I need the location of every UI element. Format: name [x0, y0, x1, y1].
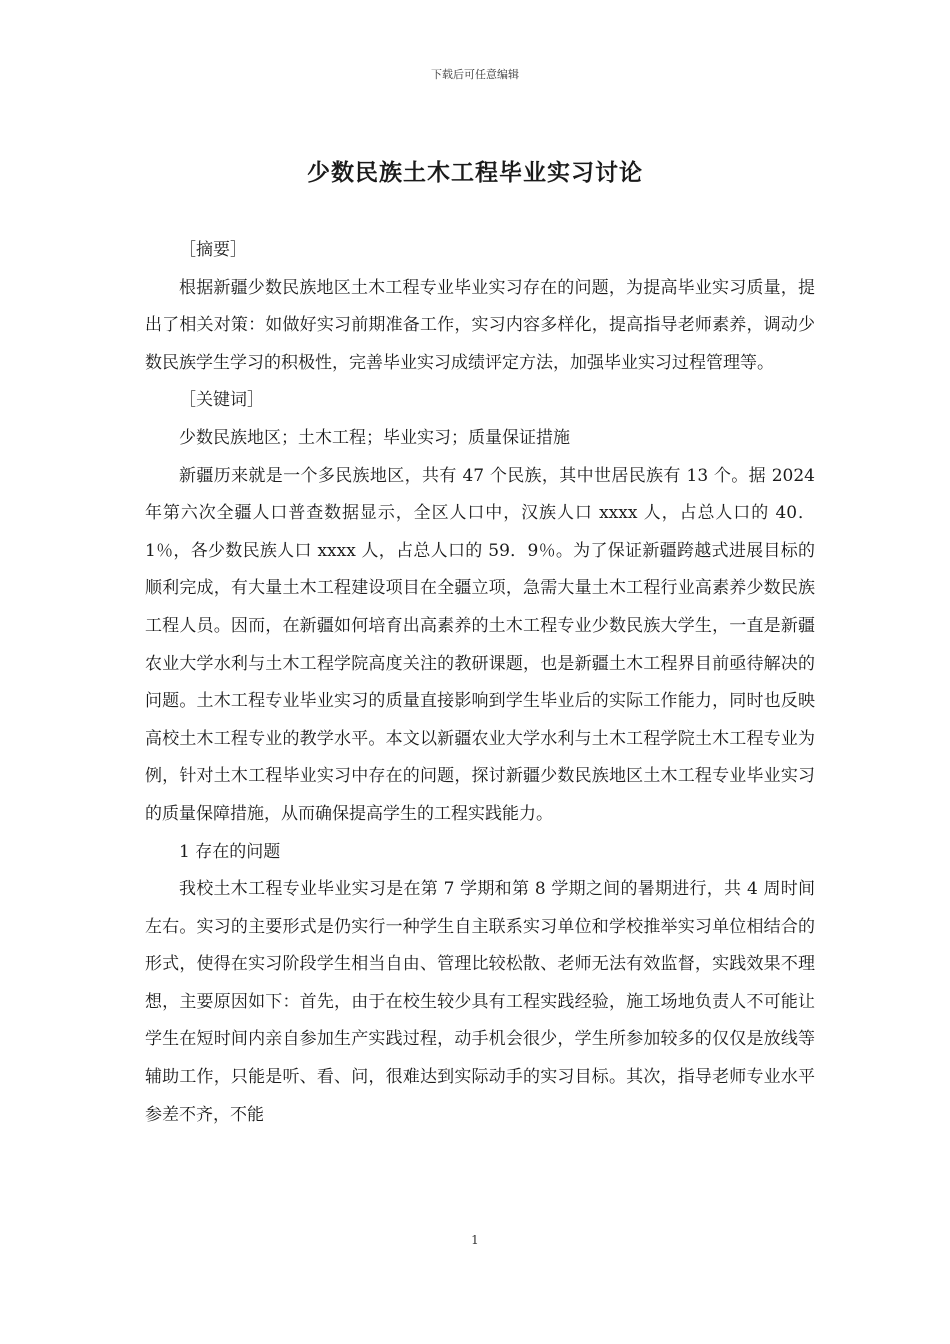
header-note: 下载后可任意编辑: [431, 68, 519, 81]
page-number: 1: [471, 1233, 479, 1247]
section-heading: 1 存在的问题: [179, 841, 281, 862]
abstract-heading: ［摘要］: [179, 240, 247, 260]
document-title: 少数民族土木工程毕业实习讨论: [307, 160, 643, 186]
intro-paragraph: 新疆历来就是一个多民族地区，共有 47 个民族，其中世居民族有 13 个。据 2024 年第六次全疆人口普查数据显示，全区人口中，汉族人口 xxxx 人，占总人口的 40．1％，各少数民族人口 xxxx 人，占总人口的 59．9％。为了保证新疆跨越式进展目标的顺利完成，有大量土木工程建设项目在全疆立项，急需大量土木工程行业高素养少数民族工程人员。因而，在新疆如何培育出高素养的土木工程专业少数民族大学生，一直是新疆农业大学水利与土木工程学院高度关注的教研课题，也是新疆土木工程界目前亟待解决的问题。土木工程专业毕业实习的质量直接影响到学生毕业后的实际工作能力，同时也反映高校土木工程专业的教学水平。本文以新疆农业大学水利与土木工程学院土木工程专业为例，针对土木工程毕业实习中存在的问题，探讨新疆少数民族地区土木工程专业毕业实习的质量保障措施，从而确保提高学生的工程实践能力。: [145, 465, 815, 824]
keywords-paragraph: 少数民族地区；土木工程；毕业实习；质量保证措施: [179, 427, 570, 448]
abstract-paragraph: 根据新疆少数民族地区土木工程专业毕业实习存在的问题，为提高毕业实习质量，提出了相关对策：如做好实习前期准备工作，实习内容多样化，提高指导老师素养，调动少数民族学生学习的积极性，完善毕业实习成绩评定方法，加强毕业实习过程管理等。: [145, 277, 815, 373]
document-body: [145, 232, 815, 1134]
section-paragraph: 我校土木工程专业毕业实习是在第 7 学期和第 8 学期之间的暑期进行，共 4 周时间左右。实习的主要形式是仍实行一种学生自主联系实习单位和学校推举实习单位相结合的形式，使得在实习阶段学生相当自由、管理比较松散、老师无法有效监督，实践效果不理想，主要原因如下：首先，由于在校生较少具有工程实践经验，施工场地负责人不可能让学生在短时间内亲自参加生产实践过程，动手机会很少，学生所参加较多的仅仅是放线等辅助工作，只能是听、看、问，很难达到实际动手的实习目标。其次，指导老师专业水平参差不齐，不能: [145, 879, 815, 1125]
keywords-heading: ［关键词］: [179, 390, 264, 411]
